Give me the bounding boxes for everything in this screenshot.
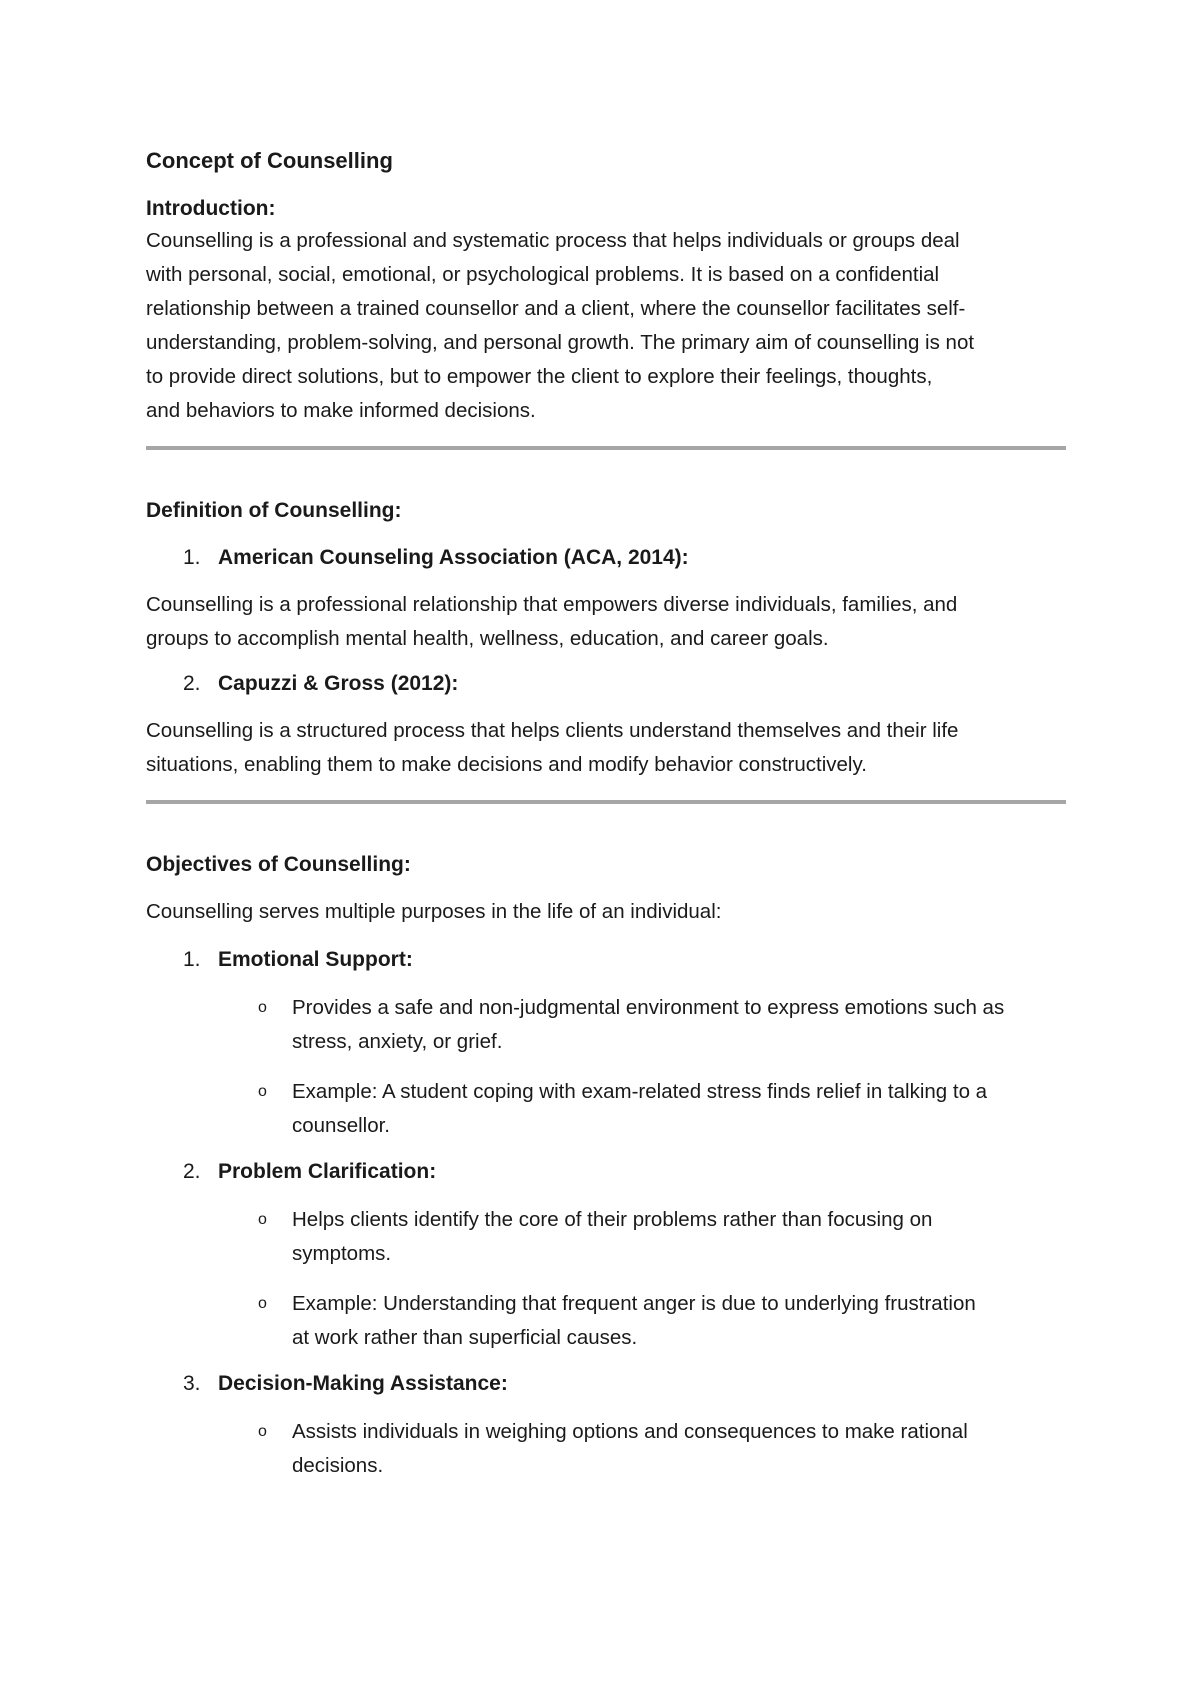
document-title: Concept of Counselling [146, 148, 393, 173]
text-line: Counselling is a professional relationship that empowers diverse individuals, families, and [146, 593, 958, 616]
text-line: Counselling is a professional and systematic process that helps individuals or groups deal [146, 229, 960, 252]
bullet-marker: o [258, 1083, 267, 1100]
bullet-item [146, 1287, 1066, 1355]
text-line: relationship between a trained counsellor and a client, where the counsellor facilitates self- [146, 297, 966, 320]
definition-item-label: American Counseling Association (ACA, 2014): [218, 546, 689, 569]
list-number: 2. [183, 1160, 201, 1183]
list-number: 3. [183, 1372, 201, 1395]
list-number: 1. [183, 546, 201, 569]
objective-item-label: Emotional Support: [218, 948, 413, 971]
bullet-marker: o [258, 1211, 267, 1228]
objective-item-label: Problem Clarification: [218, 1160, 437, 1183]
definition-item-label: Capuzzi & Gross (2012): [218, 672, 459, 695]
text-line: with personal, social, emotional, or psychological problems. It is based on a confidential [146, 263, 940, 286]
objectives-intro: Counselling serves multiple purposes in the life of an individual: [146, 900, 722, 923]
objectives-heading: Objectives of Counselling: [146, 853, 411, 876]
objective-item-decision-making [146, 1369, 1066, 1399]
definition-item-aca [146, 543, 1066, 573]
horizontal-rule [146, 800, 1066, 804]
introduction-paragraph [146, 224, 1066, 428]
bullet-marker: o [258, 1423, 267, 1440]
text-line: and behaviors to make informed decisions. [146, 399, 536, 422]
text-line: to provide direct solutions, but to empower the client to explore their feelings, thoughts, [146, 365, 933, 388]
bullet-item [146, 991, 1066, 1059]
objective-item-label: Decision-Making Assistance: [218, 1372, 508, 1395]
list-number: 2. [183, 672, 201, 695]
text-line: Counselling is a structured process that helps clients understand themselves and their life [146, 719, 959, 742]
objective-item-emotional-support [146, 945, 1066, 975]
document-page [146, 146, 1066, 1483]
text-line: Example: A student coping with exam-related stress finds relief in talking to a [292, 1080, 988, 1103]
text-line: Provides a safe and non-judgmental environment to express emotions such as [292, 996, 1005, 1019]
text-line: groups to accomplish mental health, wellness, education, and career goals. [146, 627, 829, 650]
objective-item-problem-clarification [146, 1157, 1066, 1187]
horizontal-rule [146, 446, 1066, 450]
list-number: 1. [183, 948, 201, 971]
text-line: at work rather than superficial causes. [292, 1326, 638, 1349]
text-line: Assists individuals in weighing options and consequences to make rational [292, 1420, 968, 1443]
definition-heading: Definition of Counselling: [146, 499, 402, 522]
text-line: Helps clients identify the core of their problems rather than focusing on [292, 1208, 933, 1231]
bullet-item [146, 1075, 1066, 1143]
bullet-item [146, 1203, 1066, 1271]
text-line: decisions. [292, 1454, 384, 1477]
text-line: Example: Understanding that frequent anger is due to underlying frustration [292, 1292, 976, 1315]
introduction-heading: Introduction: [146, 197, 276, 220]
definition-paragraph-aca [146, 588, 1066, 656]
definition-paragraph-capuzzi [146, 714, 1066, 782]
definition-item-capuzzi [146, 669, 1066, 699]
text-line: understanding, problem-solving, and personal growth. The primary aim of counselling is not [146, 331, 975, 354]
text-line: counsellor. [292, 1114, 391, 1137]
text-line: situations, enabling them to make decisions and modify behavior constructively. [146, 753, 867, 776]
bullet-marker: o [258, 1295, 267, 1312]
bullet-marker: o [258, 999, 267, 1016]
bullet-item [146, 1415, 1066, 1483]
text-line: stress, anxiety, or grief. [292, 1030, 503, 1053]
text-line: symptoms. [292, 1242, 392, 1265]
